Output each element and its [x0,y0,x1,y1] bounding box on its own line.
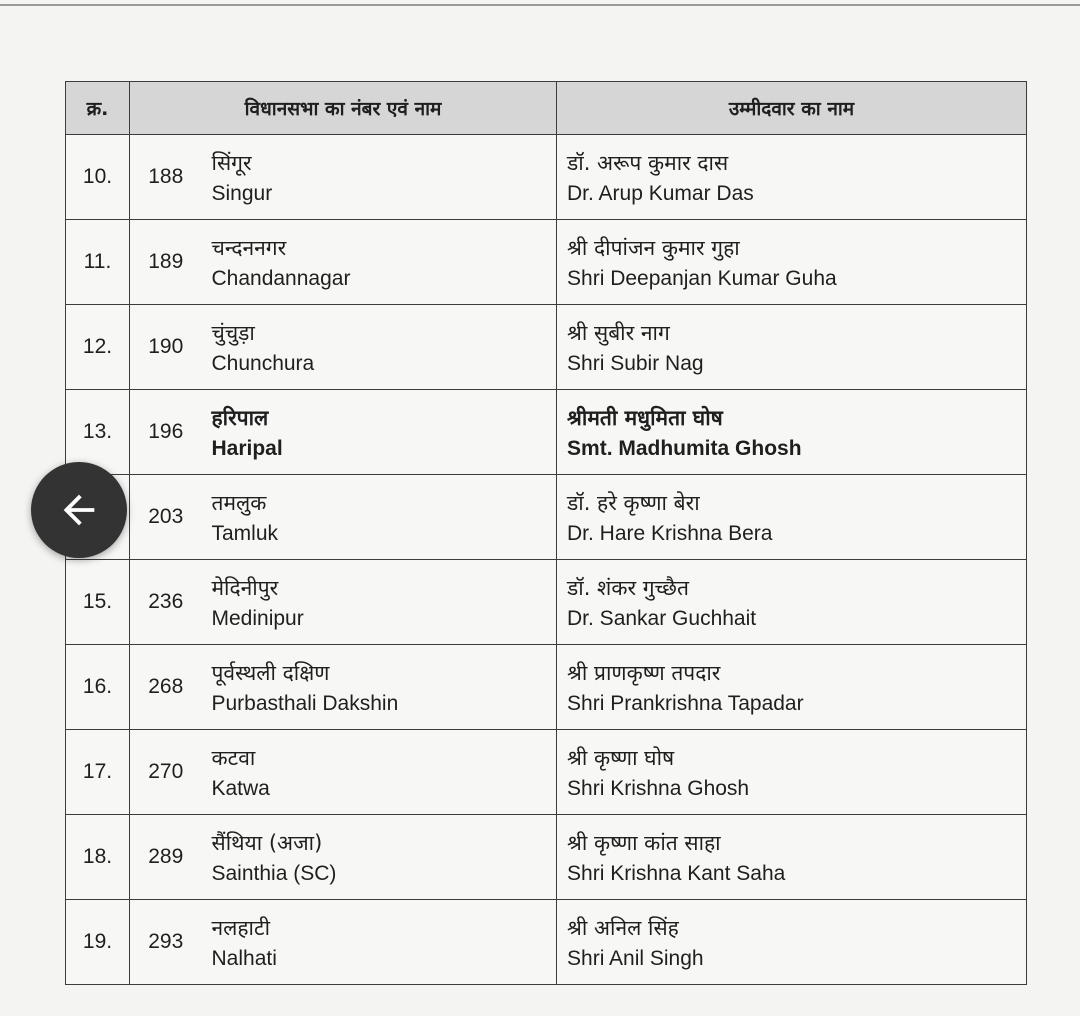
candidate-name [557,560,1027,645]
constituency-name-english: Chandannagar [211,267,351,290]
constituency-name [202,645,557,730]
top-divider [0,4,1080,6]
constituency-name-hindi: सिंगूर [211,151,252,175]
row-serial: 18. [66,815,130,900]
constituency-name-hindi: हरिपाल [211,406,269,430]
candidate-name [557,900,1027,985]
constituency-name [202,560,557,645]
constituency-name-english: Tamluk [211,522,279,545]
table-row [66,900,1027,985]
candidate-name-english: Shri Krishna Ghosh [567,777,750,800]
constituency-name-english: Singur [211,182,273,205]
header-constituency: विधानसभा का नंबर एवं नाम [130,82,557,135]
candidate-name-english: Shri Subir Nag [567,352,704,375]
constituency-number: 190 [130,305,202,390]
table-row [66,475,1027,560]
table-row [66,390,1027,475]
constituency-name-hindi: चुंचुड़ा [211,321,255,345]
constituency-name [202,220,557,305]
table-row [66,815,1027,900]
table-row [66,305,1027,390]
constituency-name-hindi: कटवा [211,746,256,770]
constituency-name-english: Medinipur [211,607,304,630]
constituency-name-english: Katwa [211,777,270,800]
candidate-table [65,81,1027,985]
constituency-number: 289 [130,815,202,900]
candidate-name [557,135,1027,220]
candidate-name-english: Shri Anil Singh [567,947,704,970]
table-row [66,730,1027,815]
candidate-name-english: Shri Deepanjan Kumar Guha [567,267,837,290]
candidate-name-english: Smt. Madhumita Ghosh [567,437,802,460]
candidate-name-hindi: श्री कृष्णा घोष [567,746,675,770]
candidate-name-hindi: श्री अनिल सिंह [567,916,679,940]
candidate-name-hindi: श्रीमती मधुमिता घोष [567,406,723,430]
constituency-name [202,135,557,220]
candidate-name-hindi: श्री दीपांजन कुमार गुहा [567,236,740,260]
constituency-name-hindi: मेदिनीपुर [211,576,279,600]
constituency-name-hindi: सैंथिया (अजा) [211,831,323,855]
candidate-name-english: Dr. Sankar Guchhait [567,607,757,630]
constituency-name [202,305,557,390]
candidate-name-hindi: श्री सुबीर नाग [567,321,670,345]
constituency-name [202,730,557,815]
candidate-name [557,220,1027,305]
row-serial: 15. [66,560,130,645]
table-body [66,135,1027,985]
row-serial: 12. [66,305,130,390]
candidate-name-hindi: डॉ. हरे कृष्णा बेरा [567,491,700,515]
row-serial: 19. [66,900,130,985]
candidate-name [557,645,1027,730]
row-serial: 11. [66,220,130,305]
candidate-name-hindi: श्री प्राणकृष्ण तपदार [567,661,721,685]
constituency-name-english: Sainthia (SC) [211,862,337,885]
candidate-name-hindi: श्री कृष्णा कांत साहा [567,831,721,855]
constituency-number: 188 [130,135,202,220]
candidate-name-hindi: डॉ. शंकर गुच्छैत [567,576,689,600]
candidate-name [557,305,1027,390]
constituency-name-hindi: तमलुक [211,491,267,515]
header-candidate: उम्मीदवार का नाम [557,82,1027,135]
constituency-name [202,900,557,985]
candidate-name [557,730,1027,815]
constituency-number: 236 [130,560,202,645]
constituency-name-english: Purbasthali Dakshin [211,692,399,715]
candidate-name-hindi: डॉ. अरूप कुमार दास [567,151,729,175]
constituency-name-hindi: नलहाटी [211,916,271,940]
constituency-number: 293 [130,900,202,985]
row-serial: 17. [66,730,130,815]
back-button[interactable] [31,462,127,558]
table-row [66,135,1027,220]
constituency-name-english: Chunchura [211,352,315,375]
candidate-name-english: Dr. Arup Kumar Das [567,182,754,205]
constituency-number: 270 [130,730,202,815]
constituency-name-hindi: चन्दननगर [211,236,287,260]
constituency-name-hindi: पूर्वस्थली दक्षिण [211,661,330,685]
header-serial: क्र. [66,82,130,135]
candidate-name-english: Shri Krishna Kant Saha [567,862,786,885]
constituency-name [202,390,557,475]
arrow-left-icon [56,487,102,533]
constituency-name-english: Nalhati [211,947,277,970]
table-header-row [66,82,1027,135]
constituency-name [202,815,557,900]
constituency-name [202,475,557,560]
row-serial: 10. [66,135,130,220]
row-serial: 16. [66,645,130,730]
constituency-number: 196 [130,390,202,475]
constituency-number: 189 [130,220,202,305]
candidate-name [557,815,1027,900]
row-serial: 13. [66,390,130,475]
constituency-number: 268 [130,645,202,730]
candidate-name-english: Shri Prankrishna Tapadar [567,692,804,715]
table-row [66,220,1027,305]
table-row [66,560,1027,645]
candidate-name [557,475,1027,560]
constituency-number: 203 [130,475,202,560]
table-row [66,645,1027,730]
candidate-name-english: Dr. Hare Krishna Bera [567,522,773,545]
candidate-name [557,390,1027,475]
constituency-name-english: Haripal [211,437,283,460]
